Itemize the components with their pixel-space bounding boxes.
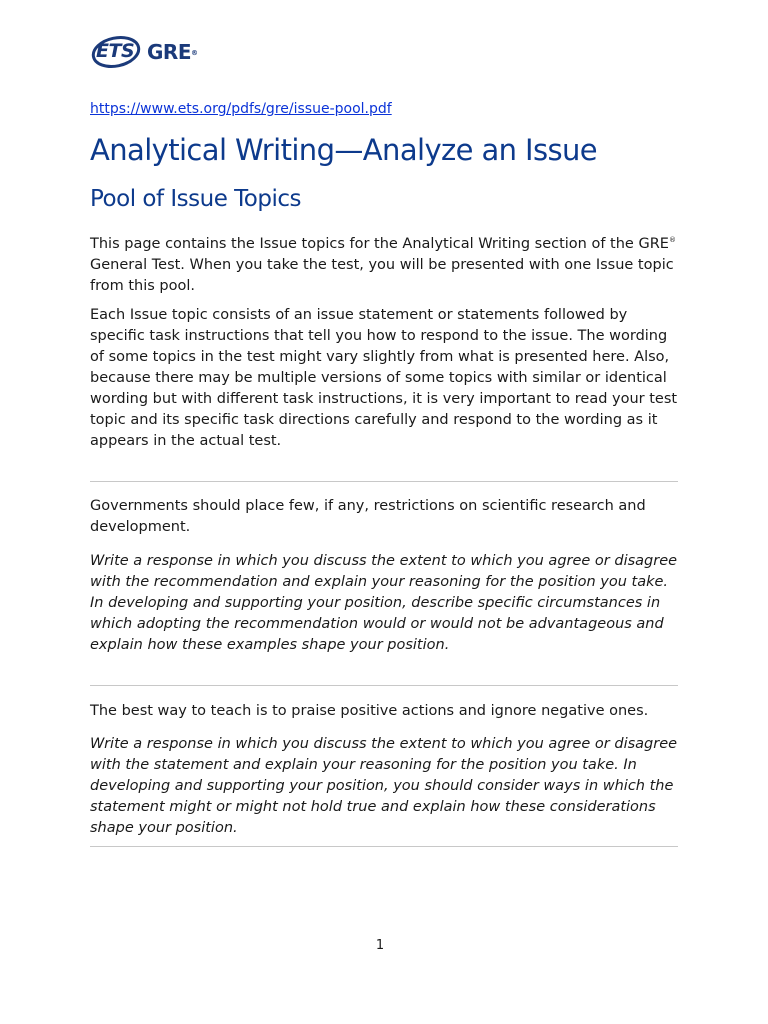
source-url-link[interactable]: https://www.ets.org/pdfs/gre/issue-pool.pdf <box>90 101 392 117</box>
page-number: 1 <box>375 938 385 953</box>
topic-instructions: Write a response in which you discuss the extent to which you agree or disagree with the statement and explain your reasoning for the position you take. In developing and supporting your position, you should consider ways in which the statement might or might not hold true and explain how these considerations shape your position. <box>90 736 678 836</box>
gre-logo-reg: ® <box>190 49 198 57</box>
divider <box>90 481 678 482</box>
ets-gre-logo <box>91 34 197 70</box>
ets-logo-text: ETS <box>96 40 135 62</box>
divider <box>90 685 678 686</box>
ets-logo-icon <box>91 34 143 70</box>
topic-statement: Governments should place few, if any, restrictions on scientific research and development. <box>90 498 646 535</box>
page-subtitle: Pool of Issue Topics <box>90 186 301 212</box>
gre-logo-text: GRE® <box>147 40 198 64</box>
intro-paragraph-2: Each Issue topic consists of an issue statement or statements followed by specific task instructions that tell you how to respond to the issue. The wording of some topics in the test might vary slightly from what is presented here. Also, because there may be multiple versions of some topics with similar or identical wording but with different task instructions, it is very important to read your test topic and its specific task directions carefully and respond to the wording as it appears in the actual test. <box>90 307 678 449</box>
page-title: Analytical Writing—Analyze an Issue <box>90 133 598 167</box>
topic-instructions: Write a response in which you discuss the extent to which you agree or disagree with the recommendation and explain your reasoning for the position you take. In developing and supporting your position, describe specific circumstances in which adopting the recommendation would or would not be advantageous and explain how these examples shape your position. <box>90 553 678 653</box>
intro-paragraph-1: This page contains the Issue topics for the Analytical Writing section of the GRE® General Test. When you take the test, you will be presented with one Issue topic from this pool. <box>90 235 676 294</box>
topic-statement: The best way to teach is to praise positive actions and ignore negative ones. <box>90 703 649 719</box>
divider <box>90 846 678 847</box>
